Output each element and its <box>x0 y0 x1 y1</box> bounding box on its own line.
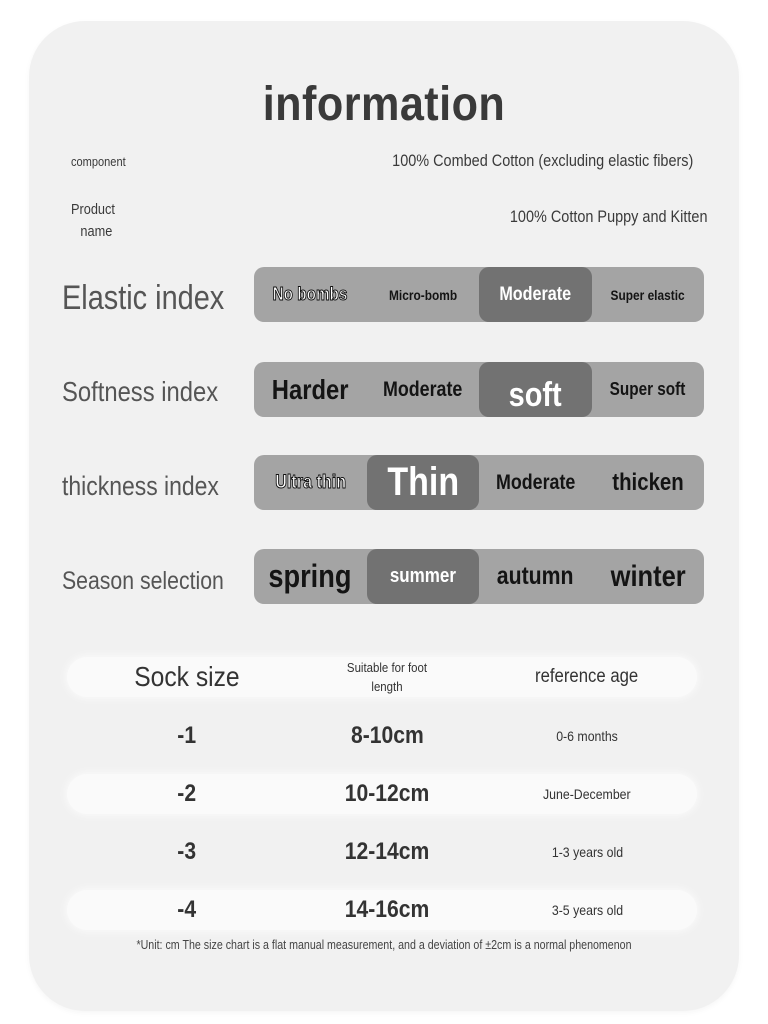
header-reference-age <box>507 657 667 697</box>
option-label: autumn <box>496 562 574 590</box>
foot-length-text: 12-14cm <box>344 838 430 865</box>
size-text: -4 <box>177 896 197 923</box>
softness-index-bar <box>254 362 704 417</box>
age-cell <box>507 832 667 872</box>
option-label: Thin <box>386 460 459 504</box>
product-name-label <box>71 199 115 243</box>
size-cell <box>107 716 267 756</box>
elastic-option-micro-bomb[interactable] <box>367 267 480 322</box>
foot-length-text: 14-16cm <box>344 896 430 923</box>
option-label: soft <box>508 376 562 414</box>
age-cell <box>507 716 667 756</box>
size-text: -1 <box>177 722 197 749</box>
age-text: June-December <box>543 786 631 802</box>
table-row <box>67 832 697 872</box>
table-row <box>67 774 697 814</box>
header-foot-length <box>332 657 442 697</box>
option-label: Super soft <box>609 379 686 399</box>
size-text: -2 <box>177 780 197 807</box>
age-text: 0-6 months <box>556 728 618 744</box>
footnote: *Unit: cm The size chart is a flat manual measurement, and a deviation of ±2cm is a normal phenomenon <box>136 937 632 952</box>
option-label: summer <box>389 565 456 587</box>
season-option-summer[interactable] <box>367 549 480 604</box>
thickness-option-thin[interactable] <box>367 455 480 510</box>
option-label: Moderate <box>495 470 575 494</box>
foot-length-cell <box>307 890 467 930</box>
header-text: Suitable for foot length <box>346 660 428 694</box>
table-row <box>67 890 697 930</box>
season-option-winter[interactable] <box>592 549 705 604</box>
option-label: spring <box>268 558 352 594</box>
age-cell <box>507 774 667 814</box>
age-text: 1-3 years old <box>551 844 623 860</box>
header-text: Sock size <box>134 661 240 692</box>
page-title: information <box>262 78 506 131</box>
season-selection-bar <box>254 549 704 604</box>
foot-length-cell <box>307 832 467 872</box>
softness-option-moderate[interactable] <box>367 362 480 417</box>
product-name-value: 100% Cotton Puppy and Kitten <box>509 207 707 226</box>
age-text: 3-5 years old <box>551 902 623 918</box>
foot-length-text: 10-12cm <box>344 780 430 807</box>
info-card <box>29 21 739 1011</box>
age-cell <box>507 890 667 930</box>
softness-option-super-soft[interactable] <box>592 362 705 417</box>
option-label: Micro-bomb <box>388 286 457 303</box>
size-text: -3 <box>177 838 197 865</box>
component-label <box>71 151 126 173</box>
elastic-index-bar <box>254 267 704 322</box>
elastic-index-label: Elastic index <box>62 279 225 317</box>
thickness-index-bar <box>254 455 704 510</box>
option-label: Moderate <box>383 377 463 401</box>
size-cell <box>107 774 267 814</box>
component-value: 100% Combed Cotton (excluding elastic fibers) <box>391 151 693 170</box>
foot-length-text: 8-10cm <box>350 722 424 749</box>
softness-option-soft[interactable] <box>479 362 592 417</box>
season-option-autumn[interactable] <box>479 549 592 604</box>
option-label: thicken <box>612 468 684 496</box>
thickness-index-label: thickness index <box>62 471 219 501</box>
size-cell <box>107 832 267 872</box>
elastic-option-super-elastic[interactable] <box>592 267 705 322</box>
header-sock-size <box>107 657 267 697</box>
option-label: Moderate <box>499 283 572 305</box>
thickness-option-thicken[interactable] <box>592 455 705 510</box>
product-name-label-line1: Product <box>71 201 115 218</box>
thickness-option-moderate[interactable] <box>479 455 592 510</box>
option-label: Harder <box>271 373 349 405</box>
elastic-option-moderate[interactable] <box>479 267 592 322</box>
foot-length-cell <box>307 716 467 756</box>
thickness-option-ultra-thin[interactable] <box>254 455 367 510</box>
softness-option-harder[interactable] <box>254 362 367 417</box>
option-label: winter <box>610 559 686 593</box>
option-label: Super elastic <box>610 286 685 303</box>
header-text: reference age <box>535 666 639 687</box>
season-option-spring[interactable] <box>254 549 367 604</box>
elastic-option-no-bombs[interactable] <box>254 267 367 322</box>
product-name-label-line2: name <box>80 223 113 240</box>
softness-index-label: Softness index <box>62 376 219 407</box>
season-selection-label: Season selection <box>62 567 224 595</box>
size-cell <box>107 890 267 930</box>
size-table-header <box>67 657 697 697</box>
option-label: No bombs <box>272 284 348 304</box>
table-row <box>67 716 697 756</box>
component-label-text: component <box>71 154 126 169</box>
option-label: Ultra thin <box>274 471 346 493</box>
foot-length-cell <box>307 774 467 814</box>
